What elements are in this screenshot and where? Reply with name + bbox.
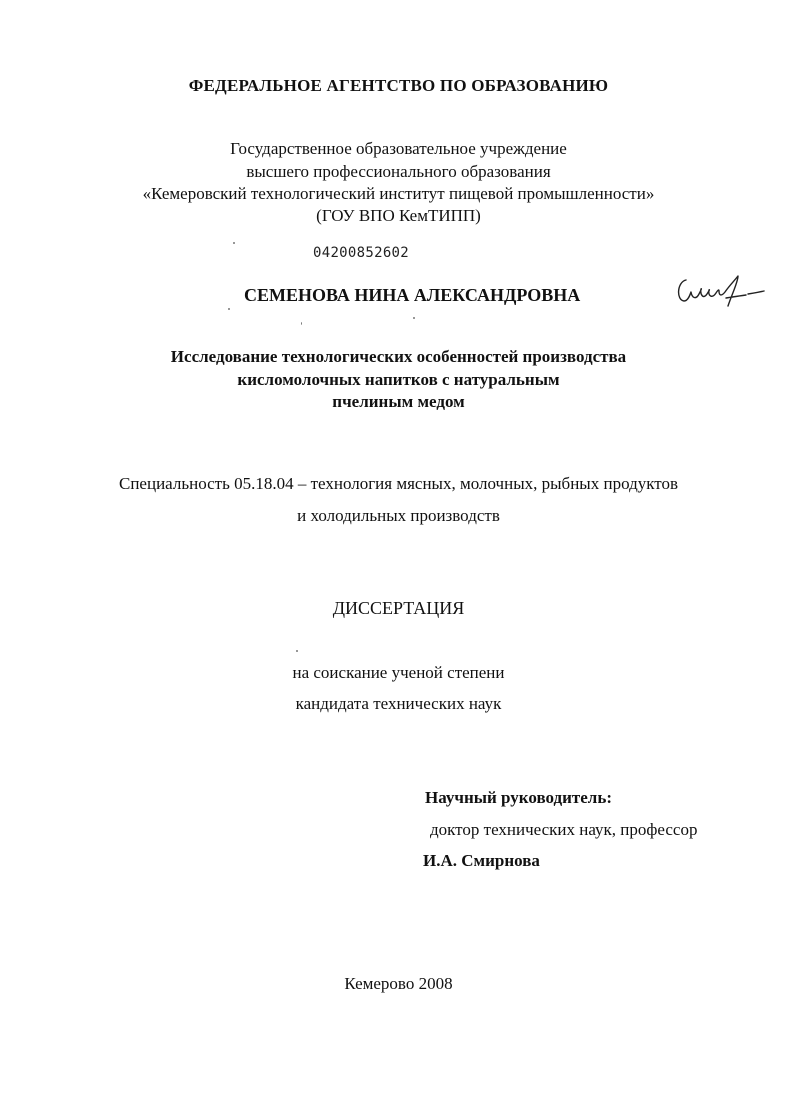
specialty-line-1: Специальность 05.18.04 – технология мясных, молочных, рыбных продуктов [118, 474, 678, 493]
supervisor-rank: доктор технических наук, профессор [430, 820, 698, 839]
degree-line-1: на соискание ученой степени [292, 663, 505, 682]
supervisor-label: Научный руководитель: [425, 788, 612, 807]
supervisor-name: И.А. Смирнова [423, 851, 540, 870]
institution-line-3: «Кемеровский технологический институт пищевой промышленности» [142, 184, 655, 203]
scan-speck [301, 322, 302, 325]
scan-speck [296, 650, 298, 652]
author-name: СЕМЕНОВА НИНА АЛЕКСАНДРОВНА [244, 285, 581, 305]
title-line-3: пчелиным медом [332, 392, 465, 411]
degree-line-2: кандидата технических наук [295, 694, 502, 713]
signature-icon [672, 270, 772, 315]
institution-line-1: Государственное образовательное учреждение [230, 139, 567, 158]
document-type: ДИССЕРТАЦИЯ [332, 598, 465, 618]
catalog-code: 04200852602 [313, 245, 410, 261]
title-line-2: кисломолочных напитков с натуральным [237, 370, 560, 389]
agency-heading: ФЕДЕРАЛЬНОЕ АГЕНТСТВО ПО ОБРАЗОВАНИЮ [188, 76, 609, 95]
institution-line-2: высшего профессионального образования [246, 162, 551, 181]
scan-speck [233, 242, 235, 244]
institution-abbreviation: (ГОУ ВПО КемТИПП) [316, 206, 481, 225]
title-line-1: Исследование технологических особенностей производства [170, 347, 627, 366]
city-year: Кемерово 2008 [344, 974, 453, 993]
specialty-line-2: и холодильных производств [297, 506, 500, 525]
scan-speck [413, 317, 415, 319]
scan-speck [228, 308, 230, 310]
